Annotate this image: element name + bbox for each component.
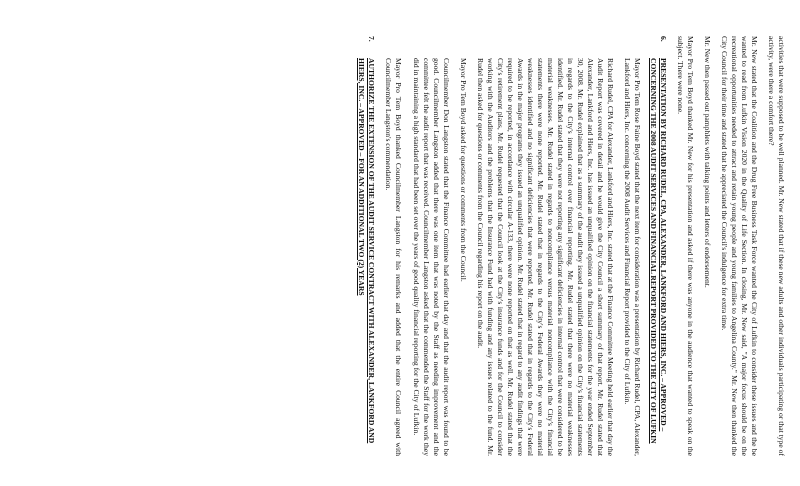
paragraph-mayor-thanked-langston: Mayor Pro Tem Boyd thanked Councilmember Langston for his remarks and added that the entire Council agreed with Councilmember Langston's commendation.	[384, 58, 404, 456]
paragraph-coalition: Mr. New stated that the Coalition and the Drug Free Business Task Force wanted the City of Lufkin to consider these issues and the be wanted to read from Lufkin Vision 2020 in the Quality of Life Section. In closing, Mr. New said, "A major focus should be on the recreational opportunities needed to attract and retain young people and young families to Angelina County." Mr. New then thanked the City Council for their time and stated that he appreciated the Council's indulgence for extra time.	[719, 36, 759, 456]
paragraph-rudel-report: Richard Rudel, CPA for Alexander, Lankford and Hiers, Inc. stated that at the Finance Committee Meeting held earlier that day the Audit Report was covered in detail and he would give the City Council a short summary of that report. Mr. Rudel stated that Alexander, Lankford and Hiers, Inc. has issued an unqualified opinion on the financial statements for the year ended September 30, 2008. Mr. Rudel explained that as a summary of the audit they issued a unqualified opinion on the City's financial statements in regards to the City's internal control over financial reporting. Mr. Rudel stated that there were no material weaknesses identified. Mr. Rudel stated that they were not reporting any significant deficiencies in internal control that were considered to be material weaknesses. Mr. Rudel stated in regards to noncompliance versus material noncompliance with the City's financial statements there were none reported. Mr. Rudel stated that in regards to the City's Federal Awards they were no material weaknesses identified and no significant deficiencies that were reported. Mr. Rudel stated that in regards to the City's Federal Awards in the major programs they issued an unqualified opinion. Mr. Rudel stated that in regard to any audit findings that were required to be reported, in accordance with circular A-133, there were none reported on that as well. Mr. Rudel stated that the City's retirement plans, Mr. Rudel requested that the Council look at the City's insurance funds and for the Council to consider working with the Auditors and the problems that the Insurance Fund had with funding and any issues related to the fund. Mr. Rudel then asked for questions or comments from the Council regarding his report on the audit.	[475, 58, 615, 456]
agenda-item-6-number: 6.	[658, 36, 668, 42]
agenda-item-6	[648, 36, 668, 456]
agenda-item-7-number: 7.	[367, 36, 377, 42]
paragraph-activities: activities that were supposed to be well planned. Mr. New stated that if these new adults and other individuals participating or that type of activity, were there a comfort there?	[766, 36, 786, 456]
paragraph-langston: Councilmember Don Langston stated that the Finance Committee had earlier that day and that the audit report was found to be good. Councilmember Langston added that there was one item that was noted by the Staff as needing improvement and the committee felt the audit report that was received. Councilmember Langston asked that the commended the Staff for the work they did in maintaining a high standard that had been set over the years of good quality financial reporting for the City of Lufkin.	[411, 58, 451, 456]
paragraph-item6-intro: Mayor Pro Tem Rose Faine Boyd stated that the next item for consideration was a presentation by Richard Rudel, CPA, Alexander, Lankford and Hiers, Inc. concerning the 2008 Audit Services and Financial Report provided to the City of Lufkin.	[622, 58, 642, 456]
paragraph-mayor-thanks: Mayor Pro Tem Boyd thanked Mr. New for his presentation and asked if there was anyone in the audience that wanted to speak on the subject. There were none.	[675, 36, 695, 456]
agenda-item-7-heading: AUTHORIZE THE EXTENSION OF THE AUDIT SERVICE CONTRACT WITH ALEXANDER, LANKFORD AND HIERS, INC. – APPROVED – FOR AN ADDITIONAL TWO (2) YEARS	[357, 58, 377, 444]
agenda-item-7	[356, 36, 376, 456]
paragraph-mayor-asked: Mayor Pro Tem Boyd asked for questions or comments from the Council.	[458, 58, 468, 282]
paragraph-pamphlets: Mr. New then passed out pamphlets with talking points and letters of endorsement.	[702, 36, 712, 288]
agenda-item-6-heading: PRESENTATION BY RICHARD RUDEL, CPA, ALEXANDER, LANKFORD AND HIERS, INC. – APPROVED – CONCERNING THE 2008 AUDIT SERVICES AND FINANCIAL REPORT PROVIDED TO THE CITY OF LUFKIN	[648, 58, 668, 444]
